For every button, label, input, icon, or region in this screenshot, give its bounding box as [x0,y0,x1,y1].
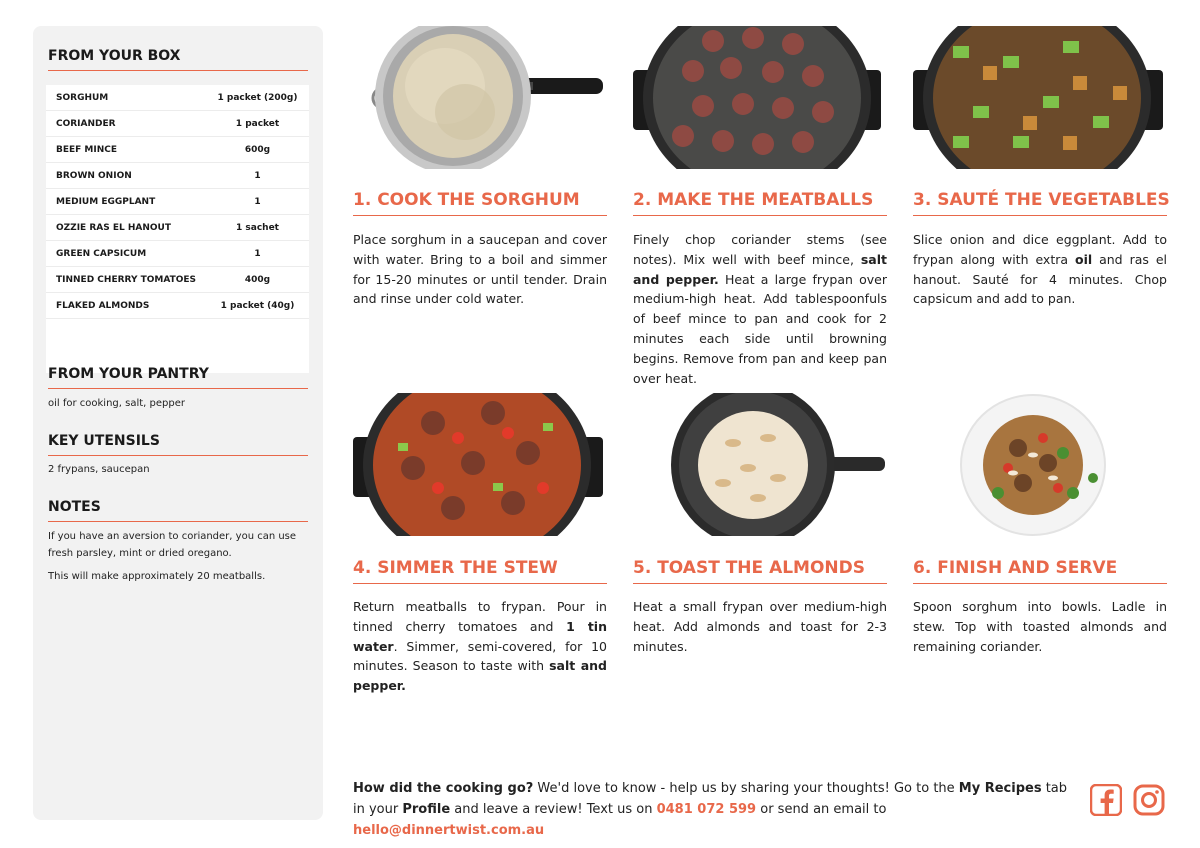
pantry-section-title: FROM YOUR PANTRY [48,366,308,389]
instagram-icon[interactable] [1133,784,1165,816]
step-1-text [353,230,607,309]
ingredient-name: BROWN ONION [56,170,132,181]
ingredient-name: OZZIE RAS EL HANOUT [56,222,171,233]
ingredient-name: TINNED CHERRY TOMATOES [56,274,197,285]
step-text-bold: salt and pepper. [633,251,887,287]
step-text-part: Slice onion and dice eggplant. Add to frypan along with extra [913,232,1167,267]
footer-text: and leave a review! Text us on [450,802,657,817]
step-text-bold: salt and pepper. [353,658,607,694]
ingredient-name: CORIANDER [56,118,116,129]
ingredient-qty: 1 sachet [236,222,279,233]
step-1-title: 1. COOK THE SORGHUM [353,190,607,216]
step-6-text [913,597,1167,656]
box-ingredients-table [46,85,309,373]
simmer-stew-photo [353,393,607,536]
facebook-icon[interactable] [1090,784,1122,816]
footer-text: We'd love to know - help us by sharing your thoughts! Go to the [533,781,959,796]
ingredient-name: FLAKED ALMONDS [56,300,150,311]
utensils-section-title: KEY UTENSILS [48,433,308,456]
ingredient-qty: 1 [254,248,261,259]
step-5-text [633,597,887,656]
phone-link[interactable]: 0481 072 599 [656,802,757,817]
ingredients-panel [33,26,323,820]
step-3-text [913,230,1167,309]
ingredient-row [46,215,309,241]
ingredient-name: MEDIUM EGGPLANT [56,196,156,207]
my-recipes-link[interactable]: My Recipes [958,781,1042,796]
ingredient-qty: 1 [254,196,261,207]
ingredient-row [46,293,309,319]
step-4-title: 4. SIMMER THE STEW [353,558,607,584]
step-4-text [353,597,607,696]
feedback-footer [353,778,1073,841]
ingredient-row [46,137,309,163]
pantry-text: oil for cooking, salt, pepper [48,398,185,409]
finished-bowl-photo [913,393,1167,536]
ingredient-name: GREEN CAPSICUM [56,248,147,259]
note-text: This will make approximately 20 meatballs. [48,571,266,582]
ingredient-qty: 1 packet [235,118,280,129]
profile-link[interactable]: Profile [402,802,451,817]
footer-text: tab in your [353,781,1068,817]
step-3-title: 3. SAUTÉ THE VEGETABLES [913,190,1167,216]
step-2-text [633,230,887,388]
sauteed-vegetables-photo [913,26,1167,169]
ingredient-qty: 400g [244,274,271,285]
ingredient-qty: 1 [254,170,261,181]
step-text-part: Heat a large frypan over medium-high heat. Add tablespoonfuls of beef mince to pan and cook for 2 minutes each side until browning begins. Remove from pan and keep pan over heat. [633,271,887,386]
ingredient-name: SORGHUM [56,92,109,103]
utensils-text: 2 frypans, saucepan [48,464,150,475]
email-link[interactable]: hello@dinnertwist.com.au [353,823,545,838]
step-text-bold: 1 tin water [353,618,607,654]
ingredient-row [46,241,309,267]
ingredient-qty: 1 packet (40g) [220,300,295,311]
step-text-part: Place sorghum in a saucepan and cover with water. Bring to a boil and simmer for 15-20 minutes or until tender. Drain and rinse under cold water. [353,232,607,307]
sorghum-colander-photo [353,26,607,169]
ingredient-row [46,85,309,111]
step-text-part: Finely chop coriander stems (see notes). Mix well with beef mince, [633,232,887,267]
step-text-part: . Simmer, semi-covered, for 10 minutes. Season to taste with [353,638,607,674]
step-text-part: Spoon sorghum into bowls. Ladle in stew. Top with toasted almonds and remaining coriander. [913,599,1167,654]
note-text: If you have an aversion to coriander, you can use fresh parsley, mint or dried oregano. [48,531,297,559]
step-text-bold: oil [1074,251,1093,267]
ingredient-name: BEEF MINCE [56,144,118,155]
step-2-title: 2. MAKE THE MEATBALLS [633,190,887,216]
step-6-title: 6. FINISH AND SERVE [913,558,1167,584]
notes-section-title: NOTES [48,499,308,522]
step-5-title: 5. TOAST THE ALMONDS [633,558,887,584]
step-text-part: Heat a small frypan over medium-high heat. Add almonds and toast for 2-3 minutes. [633,599,887,654]
feedback-question: How did the cooking go? [353,781,534,796]
box-section-title: FROM YOUR BOX [48,48,308,71]
ingredient-qty: 600g [244,144,271,155]
footer-text: or send an email to [756,802,887,817]
ingredient-qty: 1 packet (200g) [217,92,298,103]
toast-almonds-photo [633,393,887,536]
ingredient-row [46,163,309,189]
ingredient-row [46,189,309,215]
step-text-part: Return meatballs to frypan. Pour in tinned cherry tomatoes and [353,599,607,634]
meatballs-pan-photo [633,26,887,169]
ingredient-row [46,111,309,137]
step-text-part: and ras el hanout. Sauté for 4 minutes. Chop capsicum and add to pan. [913,251,1167,307]
ingredient-row [46,267,309,293]
